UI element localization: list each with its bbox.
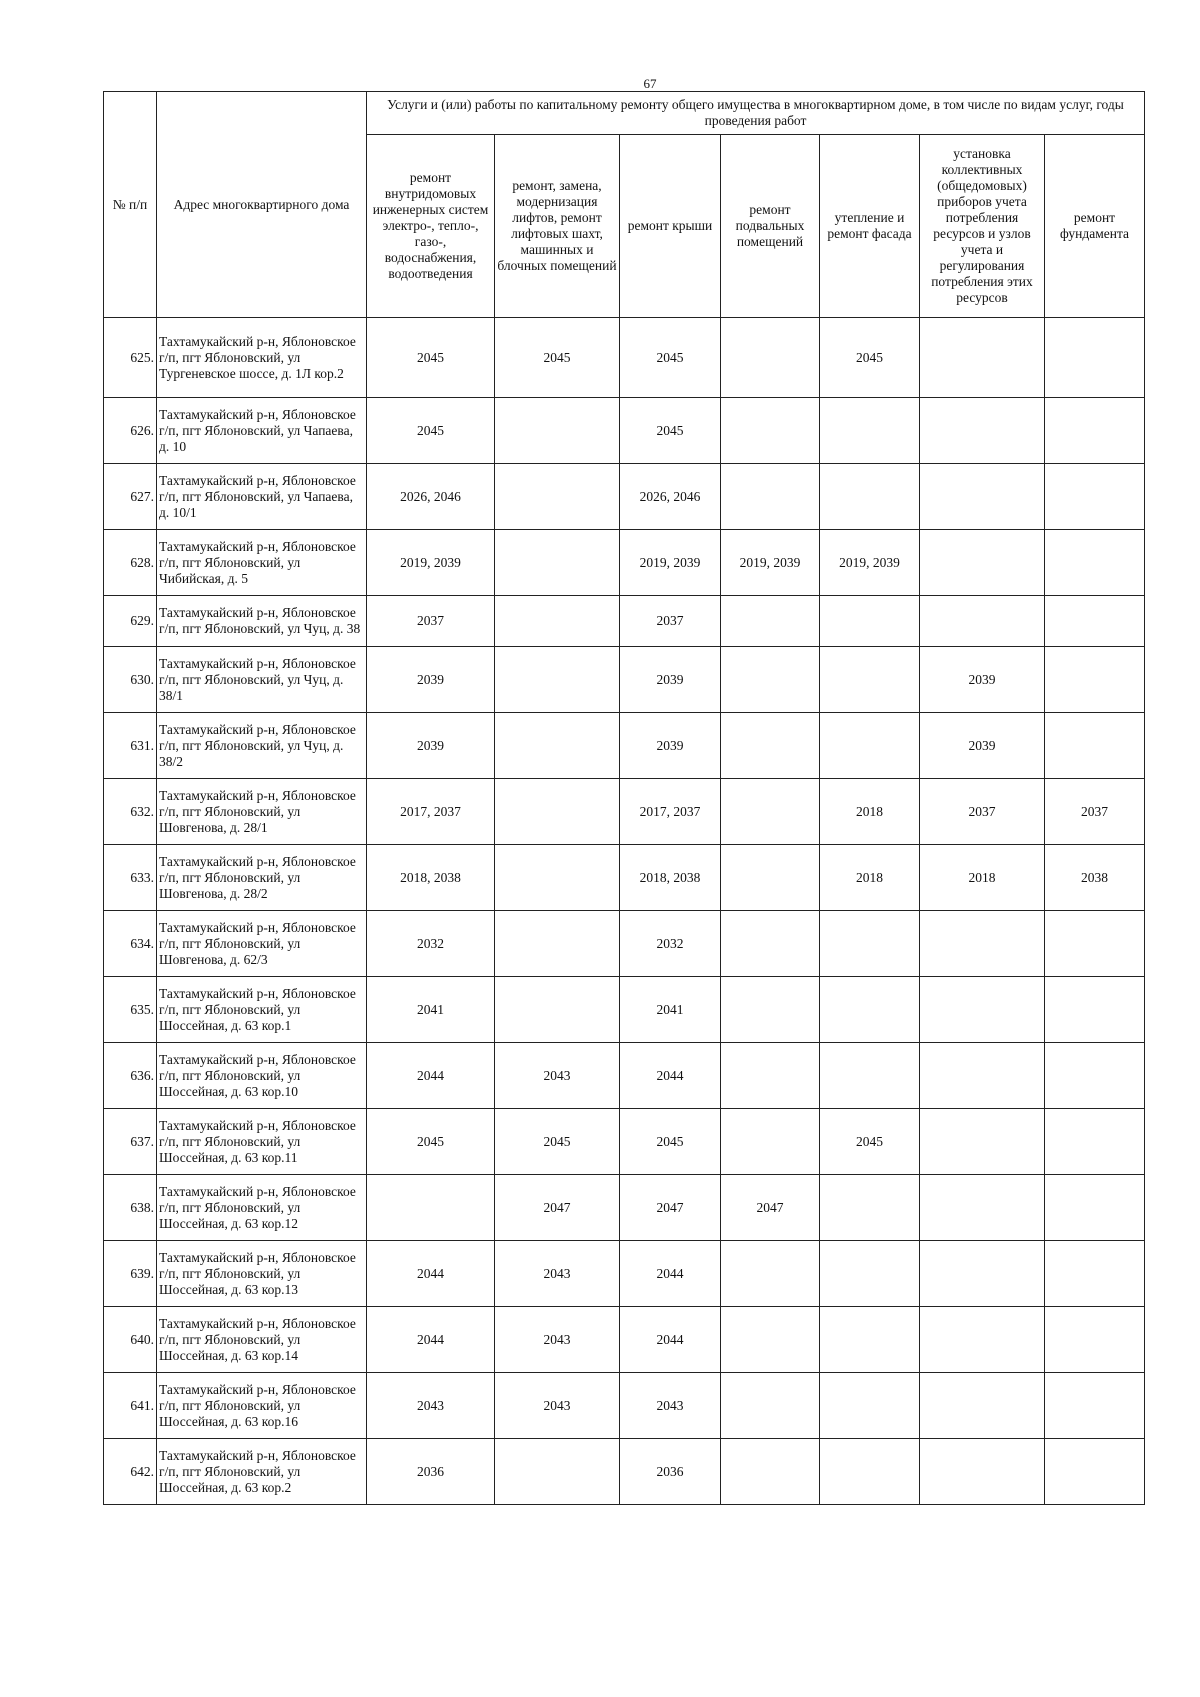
cell-address: Тахтамукайский р-н, Яблоновское г/п, пгт Яблоновский, ул Шоссейная, д. 63 кор.14	[157, 1307, 367, 1373]
cell-facade	[820, 596, 920, 647]
header-engineering: ремонт внутридомовых инженерных систем электро-, тепло-, газо-, водоснабжения, водоотведения	[367, 135, 495, 318]
cell-num: 631.	[104, 713, 157, 779]
cell-elevators: 2043	[495, 1043, 620, 1109]
table-row	[104, 530, 1145, 596]
cell-basement	[721, 464, 820, 530]
cell-meters: 2039	[920, 647, 1045, 713]
cell-roof: 2026, 2046	[620, 464, 721, 530]
cell-basement	[721, 1373, 820, 1439]
cell-foundation	[1045, 1043, 1145, 1109]
cell-meters	[920, 1439, 1045, 1505]
table-row	[104, 596, 1145, 647]
cell-basement	[721, 398, 820, 464]
cell-engineering: 2043	[367, 1373, 495, 1439]
cell-foundation	[1045, 1307, 1145, 1373]
cell-meters	[920, 530, 1045, 596]
cell-foundation: 2037	[1045, 779, 1145, 845]
cell-elevators: 2043	[495, 1373, 620, 1439]
table-row	[104, 911, 1145, 977]
cell-roof: 2036	[620, 1439, 721, 1505]
cell-roof: 2041	[620, 977, 721, 1043]
cell-facade	[820, 1373, 920, 1439]
capital-repair-table	[103, 91, 1145, 1505]
cell-elevators	[495, 845, 620, 911]
cell-roof: 2045	[620, 1109, 721, 1175]
cell-basement	[721, 647, 820, 713]
cell-foundation	[1045, 647, 1145, 713]
cell-facade	[820, 1241, 920, 1307]
cell-meters: 2018	[920, 845, 1045, 911]
cell-elevators	[495, 1439, 620, 1505]
cell-elevators	[495, 647, 620, 713]
cell-roof: 2044	[620, 1307, 721, 1373]
cell-meters	[920, 1043, 1045, 1109]
cell-address: Тахтамукайский р-н, Яблоновское г/п, пгт Яблоновский, ул Шоссейная, д. 63 кор.1	[157, 977, 367, 1043]
cell-num: 625.	[104, 318, 157, 398]
header-foundation: ремонт фундамента	[1045, 135, 1145, 318]
cell-elevators: 2045	[495, 318, 620, 398]
cell-foundation	[1045, 596, 1145, 647]
cell-facade: 2045	[820, 1109, 920, 1175]
cell-elevators	[495, 977, 620, 1043]
cell-engineering: 2045	[367, 398, 495, 464]
cell-engineering: 2017, 2037	[367, 779, 495, 845]
cell-basement	[721, 318, 820, 398]
cell-engineering: 2044	[367, 1043, 495, 1109]
cell-foundation	[1045, 1241, 1145, 1307]
cell-address: Тахтамукайский р-н, Яблоновское г/п, пгт Яблоновский, ул Шоссейная, д. 63 кор.16	[157, 1373, 367, 1439]
cell-roof: 2045	[620, 318, 721, 398]
header-basement: ремонт подвальных помещений	[721, 135, 820, 318]
cell-foundation	[1045, 398, 1145, 464]
header-services-group: Услуги и (или) работы по капитальному ремонту общего имущества в многоквартирном доме, в том числе по видам услуг, годы проведения работ	[367, 92, 1145, 135]
cell-foundation	[1045, 1109, 1145, 1175]
cell-num: 629.	[104, 596, 157, 647]
cell-engineering: 2039	[367, 647, 495, 713]
cell-engineering: 2037	[367, 596, 495, 647]
cell-address: Тахтамукайский р-н, Яблоновское г/п, пгт Яблоновский, ул Чапаева, д. 10/1	[157, 464, 367, 530]
cell-foundation: 2038	[1045, 845, 1145, 911]
cell-basement	[721, 977, 820, 1043]
cell-roof: 2039	[620, 713, 721, 779]
cell-facade	[820, 977, 920, 1043]
cell-num: 639.	[104, 1241, 157, 1307]
cell-num: 641.	[104, 1373, 157, 1439]
cell-address: Тахтамукайский р-н, Яблоновское г/п, пгт Яблоновский, ул Чуц, д. 38	[157, 596, 367, 647]
cell-address: Тахтамукайский р-н, Яблоновское г/п, пгт Яблоновский, ул Шоссейная, д. 63 кор.12	[157, 1175, 367, 1241]
cell-facade	[820, 1439, 920, 1505]
cell-meters	[920, 1109, 1045, 1175]
cell-address: Тахтамукайский р-н, Яблоновское г/п, пгт Яблоновский, ул Шоссейная, д. 63 кор.13	[157, 1241, 367, 1307]
cell-facade: 2019, 2039	[820, 530, 920, 596]
cell-foundation	[1045, 713, 1145, 779]
cell-elevators: 2045	[495, 1109, 620, 1175]
cell-elevators	[495, 464, 620, 530]
cell-num: 626.	[104, 398, 157, 464]
cell-foundation	[1045, 1373, 1145, 1439]
cell-address: Тахтамукайский р-н, Яблоновское г/п, пгт Яблоновский, ул Шовгенова, д. 62/3	[157, 911, 367, 977]
cell-basement	[721, 1307, 820, 1373]
cell-facade: 2018	[820, 779, 920, 845]
cell-num: 630.	[104, 647, 157, 713]
cell-elevators	[495, 713, 620, 779]
table-row	[104, 398, 1145, 464]
table-row	[104, 977, 1145, 1043]
cell-num: 627.	[104, 464, 157, 530]
cell-roof: 2017, 2037	[620, 779, 721, 845]
table-row	[104, 1043, 1145, 1109]
cell-roof: 2032	[620, 911, 721, 977]
cell-basement	[721, 911, 820, 977]
cell-elevators	[495, 911, 620, 977]
cell-engineering: 2045	[367, 1109, 495, 1175]
cell-address: Тахтамукайский р-н, Яблоновское г/п, пгт Яблоновский, ул Шоссейная, д. 63 кор.11	[157, 1109, 367, 1175]
cell-elevators: 2043	[495, 1241, 620, 1307]
cell-num: 637.	[104, 1109, 157, 1175]
table-row	[104, 1175, 1145, 1241]
table-row	[104, 779, 1145, 845]
cell-num: 634.	[104, 911, 157, 977]
cell-meters	[920, 977, 1045, 1043]
cell-engineering: 2018, 2038	[367, 845, 495, 911]
table-row	[104, 1439, 1145, 1505]
cell-address: Тахтамукайский р-н, Яблоновское г/п, пгт Яблоновский, ул Чуц, д. 38/1	[157, 647, 367, 713]
cell-basement	[721, 1043, 820, 1109]
cell-num: 638.	[104, 1175, 157, 1241]
table-row	[104, 845, 1145, 911]
header-num: № п/п	[104, 92, 157, 318]
cell-foundation	[1045, 530, 1145, 596]
cell-address: Тахтамукайский р-н, Яблоновское г/п, пгт Яблоновский, ул Чибийская, д. 5	[157, 530, 367, 596]
cell-meters	[920, 398, 1045, 464]
cell-num: 628.	[104, 530, 157, 596]
cell-meters	[920, 596, 1045, 647]
cell-facade	[820, 1307, 920, 1373]
cell-roof: 2018, 2038	[620, 845, 721, 911]
cell-engineering: 2044	[367, 1241, 495, 1307]
table-row	[104, 1241, 1145, 1307]
cell-engineering: 2045	[367, 318, 495, 398]
cell-basement: 2047	[721, 1175, 820, 1241]
cell-num: 640.	[104, 1307, 157, 1373]
cell-engineering: 2044	[367, 1307, 495, 1373]
cell-facade	[820, 713, 920, 779]
cell-address: Тахтамукайский р-н, Яблоновское г/п, пгт Яблоновский, ул Шовгенова, д. 28/1	[157, 779, 367, 845]
cell-engineering: 2026, 2046	[367, 464, 495, 530]
cell-roof: 2047	[620, 1175, 721, 1241]
header-row-1	[104, 92, 1145, 135]
cell-address: Тахтамукайский р-н, Яблоновское г/п, пгт Яблоновский, ул Шоссейная, д. 63 кор.2	[157, 1439, 367, 1505]
cell-facade	[820, 1043, 920, 1109]
table-row	[104, 1109, 1145, 1175]
cell-foundation	[1045, 977, 1145, 1043]
cell-num: 635.	[104, 977, 157, 1043]
cell-roof: 2019, 2039	[620, 530, 721, 596]
cell-engineering: 2019, 2039	[367, 530, 495, 596]
cell-engineering: 2036	[367, 1439, 495, 1505]
cell-roof: 2037	[620, 596, 721, 647]
cell-engineering: 2039	[367, 713, 495, 779]
cell-basement	[721, 713, 820, 779]
header-facade: утепление и ремонт фасада	[820, 135, 920, 318]
table-row	[104, 1307, 1145, 1373]
header-address: Адрес многоквартирного дома	[157, 92, 367, 318]
cell-address: Тахтамукайский р-н, Яблоновское г/п, пгт Яблоновский, ул Тургеневское шоссе, д. 1Л кор.2	[157, 318, 367, 398]
cell-elevators	[495, 398, 620, 464]
table-row	[104, 318, 1145, 398]
cell-num: 636.	[104, 1043, 157, 1109]
cell-meters	[920, 911, 1045, 977]
table-row	[104, 464, 1145, 530]
table-row	[104, 647, 1145, 713]
table-row	[104, 1373, 1145, 1439]
cell-address: Тахтамукайский р-н, Яблоновское г/п, пгт Яблоновский, ул Шовгенова, д. 28/2	[157, 845, 367, 911]
cell-roof: 2045	[620, 398, 721, 464]
table-body	[104, 318, 1145, 1505]
cell-facade: 2018	[820, 845, 920, 911]
cell-engineering: 2032	[367, 911, 495, 977]
cell-facade	[820, 1175, 920, 1241]
cell-roof: 2039	[620, 647, 721, 713]
cell-foundation	[1045, 318, 1145, 398]
cell-meters	[920, 318, 1045, 398]
cell-basement	[721, 1439, 820, 1505]
cell-foundation	[1045, 1439, 1145, 1505]
cell-basement	[721, 779, 820, 845]
cell-facade	[820, 464, 920, 530]
cell-basement	[721, 1241, 820, 1307]
cell-roof: 2044	[620, 1043, 721, 1109]
cell-roof: 2043	[620, 1373, 721, 1439]
cell-elevators	[495, 596, 620, 647]
header-roof: ремонт крыши	[620, 135, 721, 318]
cell-meters: 2039	[920, 713, 1045, 779]
table-row	[104, 713, 1145, 779]
cell-foundation	[1045, 1175, 1145, 1241]
cell-num: 642.	[104, 1439, 157, 1505]
cell-elevators	[495, 779, 620, 845]
cell-facade	[820, 647, 920, 713]
cell-facade	[820, 398, 920, 464]
cell-address: Тахтамукайский р-н, Яблоновское г/п, пгт Яблоновский, ул Шоссейная, д. 63 кор.10	[157, 1043, 367, 1109]
cell-foundation	[1045, 464, 1145, 530]
cell-meters	[920, 1175, 1045, 1241]
header-elevators: ремонт, замена, модернизация лифтов, ремонт лифтовых шахт, машинных и блочных помещений	[495, 135, 620, 318]
cell-engineering	[367, 1175, 495, 1241]
cell-facade: 2045	[820, 318, 920, 398]
cell-facade	[820, 911, 920, 977]
cell-basement	[721, 1109, 820, 1175]
cell-basement: 2019, 2039	[721, 530, 820, 596]
cell-meters: 2037	[920, 779, 1045, 845]
cell-engineering: 2041	[367, 977, 495, 1043]
cell-roof: 2044	[620, 1241, 721, 1307]
cell-address: Тахтамукайский р-н, Яблоновское г/п, пгт Яблоновский, ул Чапаева, д. 10	[157, 398, 367, 464]
page-number: 67	[643, 76, 657, 91]
cell-meters	[920, 464, 1045, 530]
cell-num: 632.	[104, 779, 157, 845]
cell-meters	[920, 1373, 1045, 1439]
cell-elevators: 2047	[495, 1175, 620, 1241]
cell-elevators	[495, 530, 620, 596]
cell-meters	[920, 1307, 1045, 1373]
cell-basement	[721, 845, 820, 911]
cell-num: 633.	[104, 845, 157, 911]
cell-foundation	[1045, 911, 1145, 977]
cell-basement	[721, 596, 820, 647]
cell-address: Тахтамукайский р-н, Яблоновское г/п, пгт Яблоновский, ул Чуц, д. 38/2	[157, 713, 367, 779]
cell-meters	[920, 1241, 1045, 1307]
header-meters: установка коллективных (общедомовых) приборов учета потребления ресурсов и узлов учета и регулирования потребления этих ресурсов	[920, 135, 1045, 318]
cell-elevators: 2043	[495, 1307, 620, 1373]
